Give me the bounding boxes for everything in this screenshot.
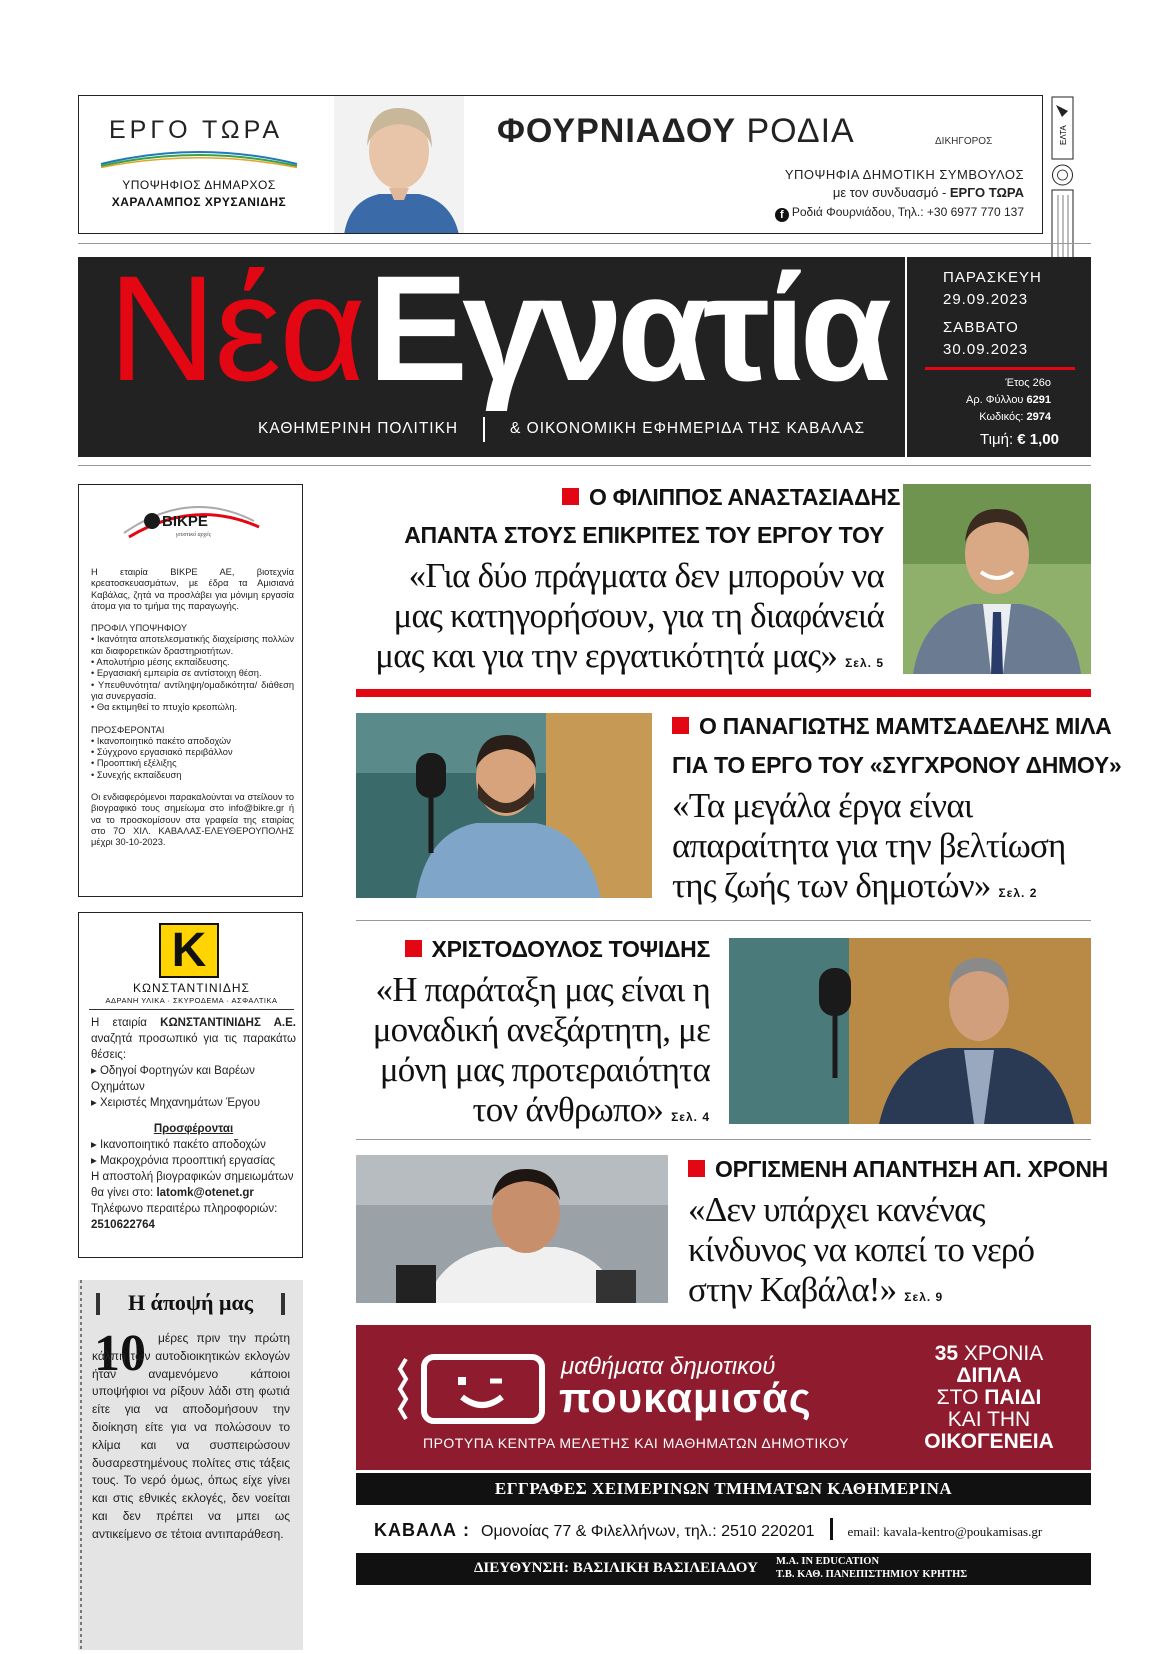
article4-photo: [356, 1155, 668, 1303]
article3-quote: [373, 970, 710, 1137]
quote-line: μόνη μας προτεραιότητα: [379, 1050, 710, 1089]
vikre-job-ad: [78, 484, 303, 897]
masthead-subtitle-left: ΚΑΘΗΜΕΡΙΝΗ ΠΟΛΙΤΙΚΗ: [258, 420, 459, 437]
mayor-role: ΥΠΟΨΗΦΙΟΣ ΔΗΜΑΡΧΟΣ: [122, 178, 276, 192]
contact-text: Ροδιά Φουρνιάδου, Τηλ.: +30 6977 770 137: [791, 205, 1024, 219]
quote-line: «Για δύο πράγματα δεν μπορούν να: [408, 556, 884, 595]
issue-price: [980, 431, 1059, 448]
party-name: ΕΡΓΟ ΤΩΡΑ: [109, 116, 284, 144]
red-square-icon: [405, 940, 422, 957]
kicker-text: Ο ΠΑΝΑΓΙΩΤΗΣ ΜΑΜΤΣΑΔΕΛΗΣ ΜΙΛΑ: [699, 713, 1112, 739]
opinion-column: [78, 1280, 303, 1650]
divider: [830, 1518, 833, 1540]
quote-line: απαραίτητα για την βελτίωση: [672, 826, 1066, 865]
poukamisas-brand-top: μαθήματα δημοτικού: [561, 1353, 776, 1380]
issue-day1: ΠΑΡΑΣΚΕΥΗ: [943, 269, 1042, 286]
konstantinidis-phone-text: Τηλέφωνο περαιτέρω πληροφοριών:: [91, 1203, 278, 1215]
list-item: • Θα εκτιμηθεί το πτυχίο κρεοπώλη.: [91, 702, 238, 713]
list-item: ▸ Χειριστές Μηχανημάτων Έργου: [91, 1097, 260, 1109]
slogan-years-word: ΧΡΟΝΙΑ: [963, 1342, 1044, 1365]
masthead-title-red: Νέα: [108, 244, 364, 412]
kicker-text: ΧΡΙΣΤΟΔΟΥΛΟΣ ΤΟΨΙΔΗΣ: [431, 936, 710, 962]
opinion-dashed-border: [78, 1280, 84, 1650]
poukamisas-city: ΚΑΒΑΛΑ :: [374, 1520, 470, 1540]
poukamisas-ad: [356, 1325, 1091, 1650]
list-item: • Υπευθυνότητα/ αντίληψη/ομαδικότητα/ διάθεση για συνεργασία.: [91, 679, 294, 701]
list-item: ▸ Μακροχρόνια προοπτική εργασίας: [91, 1155, 276, 1167]
party-line-name: ΕΡΓΟ ΤΩΡΑ: [949, 185, 1024, 200]
issue-number-label: Αρ. Φύλλου: [965, 394, 1027, 406]
issue-year: Έτος 26ο: [1005, 377, 1051, 389]
vikre-offer-list: [91, 736, 294, 781]
list-item: ▸ Ικανοποιητικό πακέτο αποδοχών: [91, 1139, 266, 1151]
poukamisas-brand-sub: ΠΡΟΤΥΠΑ ΚΕΝΤΡΑ ΜΕΛΕΤΗΣ ΚΑΙ ΜΑΘΗΜΑΤΩΝ ΔΗΜΟΤΙΚΟΥ: [422, 1435, 850, 1451]
vikre-intro: Η εταιρία ΒΙΚΡΕ ΑΕ, βιοτεχνία κρεατοσκευασμάτων, με έδρα τα Αμισιανά Καβάλας, ζητά να προσλάβει για μόνιμη εργασία άτομα για το τμήμα της παραγωγής.: [91, 567, 294, 611]
issue-number-value: 6291: [1026, 394, 1051, 406]
red-square-icon: [688, 1160, 705, 1177]
kicker-text: Ο ΦΙΛΙΠΠΟΣ ΑΝΑΣΤΑΣΙΑΔΗΣ: [589, 484, 901, 510]
subtitle-tick: [483, 417, 485, 442]
konstantinidis-logo: K: [159, 923, 219, 978]
issue-number: [966, 394, 1051, 406]
article2-kicker2: ΓΙΑ ΤΟ ΕΡΓΟ ΤΟΥ «ΣΥΓΧΡΟΝΟΥ ΔΗΜΟΥ»: [672, 752, 1122, 778]
quote-line: [373, 1090, 710, 1137]
facebook-icon: f: [775, 208, 789, 222]
list-item: • Προοπτική εξέλιξης: [91, 758, 177, 769]
list-item: ▸ Οδηγοί Φορτηγών και Βαρέων Οχημάτων: [91, 1065, 255, 1093]
quote-line: κίνδυνος να κοπεί το νερό: [688, 1230, 1035, 1269]
issue-date2: 30.09.2023: [943, 341, 1029, 358]
campaign-ad-banner: [78, 95, 1043, 234]
article2-quote: [672, 786, 1066, 913]
article3-page-ref: Σελ. 4: [671, 1110, 710, 1124]
candidate-name: [497, 112, 855, 151]
article2-kicker1: [672, 713, 1111, 740]
vikre-logo-text: ΒΙΚΡΕ: [162, 513, 208, 530]
quote-line: [672, 866, 1066, 913]
article2-photo: [356, 713, 652, 898]
konstantinidis-offer-title: Προσφέρονται: [153, 1123, 234, 1135]
konstantinidis-email: latomk@otenet.gr: [156, 1187, 254, 1199]
issue-code-label: Κωδικός:: [979, 411, 1027, 423]
list-item: • Εργασιακή εμπειρία σε αντίστοιχη θέση.: [91, 668, 262, 679]
issue-price-value: € 1,00: [1017, 431, 1059, 448]
poukamisas-logo-icon: [386, 1353, 546, 1425]
konstantinidis-ad-text: [91, 1015, 296, 1233]
poukamisas-director: ΔΙΕΥΘΥΝΣΗ: ΒΑΣΙΛΙΚΗ ΒΑΣΙΛΕΙΑΔΟΥ: [474, 1560, 758, 1576]
slogan-line: ΟΙΚΟΓΕΝΕΙΑ: [924, 1430, 1054, 1453]
candidate-photo: [334, 96, 464, 234]
divider: [89, 1009, 294, 1010]
article1-kicker2: ΑΠΑΝΤΑ ΣΤΟΥΣ ΕΠΙΚΡΙΤΕΣ ΤΟΥ ΕΡΓΟΥ ΤΟΥ: [404, 522, 884, 548]
opinion-title: Η άποψή μας: [127, 1290, 254, 1315]
list-item: • Ικανότητα αποτελεσματικής διαχείρισης πολλών και διαφορετικών δραστηριοτήτων.: [91, 634, 294, 656]
article1-page-ref: Σελ. 5: [845, 656, 884, 670]
vikre-profile-list: [91, 634, 294, 713]
poukamisas-director-bar: [356, 1553, 1091, 1585]
poukamisas-brand-main: πουκαμισάς: [559, 1374, 812, 1421]
poukamisas-address: Ομονοίας 77 & Φιλελλήνων, τηλ.: 2510 220201: [481, 1523, 815, 1540]
opinion-body: μέρες πριν την πρώτη κάλπη των αυτοδιοικητικών εκλογών ήταν αναμενόμενο κάποιοι υποψήφιοι να ρίξουν λάδι στη φωτιά είτε για να αποδομήσουν την διοίκηση είτε για να πολώσουν το κλίμα και να συσπειρώσουν δυσαρεστημένους πολίτες στις τάξεις τους. Το νερό όμως, όπως είχε γίνει και στις εθνικές εκλογές, δεν νοείται και δεν πρέπει να μπει ως αντικείμενο σε τέτοια αντιπαράθεση.: [92, 1331, 290, 1541]
konstantinidis-tagline: ΑΔΡΑΝΗ ΥΛΙΚΑ · ΣΚΥΡΟΔΕΜΑ · ΑΣΦΑΛΤΙΚΑ: [105, 996, 278, 1005]
candidacy-text: ΥΠΟΨΗΦΙΑ ΔΗΜΟΤΙΚΗ ΣΥΜΒΟΥΛΟΣ: [784, 167, 1024, 182]
article-separator: [356, 920, 1091, 921]
credential-line: Τ.Β. ΚΑΘ. ΠΑΝΕΠΙΣΤΗΜΙΟΥ ΚΡΗΤΗΣ: [776, 1569, 968, 1580]
slogan-line: ΔΙΠΛΑ: [956, 1364, 1022, 1387]
konstantinidis-job-ad: [78, 912, 303, 1258]
intro-company: ΚΩΝΣΤΑΝΤΙΝΙΔΗΣ Α.Ε.: [160, 1017, 296, 1029]
vikre-offer-title: ΠΡΟΣΦΕΡΟΝΤΑΙ: [91, 724, 165, 735]
slogan-years-number: 35: [934, 1342, 959, 1365]
article-separator: [356, 1139, 1091, 1140]
credential-line: M.A. IN EDUCATION: [776, 1556, 880, 1567]
mayor-name: ΧΑΡΑΛΑΜΠΟΣ ΧΡΥΣΑΝΙΔΗΣ: [111, 195, 287, 209]
vikre-profile-title: ΠΡΟΦΙΛ ΥΠΟΨΗΦΙΟΥ: [91, 623, 188, 634]
contact-line: [775, 205, 1024, 222]
opinion-title-bar-right: [281, 1293, 285, 1315]
poukamisas-address-line: [356, 1510, 1091, 1550]
slogan-line: ΚΑΙ ΤΗΝ: [947, 1408, 1031, 1431]
quote-line: «Η παράταξη μας είναι η: [375, 970, 710, 1009]
intro-text: αναζητά προσωπικό για τις παρακάτω θέσεις:: [91, 1033, 296, 1061]
article3-photo: [729, 938, 1091, 1124]
poukamisas-slogan: [904, 1343, 1074, 1453]
article1-kicker1: [562, 484, 900, 511]
party-line: [833, 185, 1024, 200]
opinion-drop-number: 10: [94, 1325, 146, 1382]
slogan-years: [904, 1343, 1074, 1365]
list-item: • Απολυτήριο μέσης εκπαίδευσης.: [91, 657, 230, 668]
quote-line: μοναδική ανεξάρτητη, με: [372, 1010, 710, 1049]
quote-line: [375, 636, 884, 683]
party-line-prefix: με τον συνδυασμό -: [832, 185, 950, 200]
article4-quote: [688, 1190, 1034, 1317]
slogan-line: [904, 1387, 1074, 1409]
quote-line: «Τα μεγάλα έργα είναι: [672, 786, 973, 825]
slogan-text-bold: ΠΑΙΔΙ: [984, 1386, 1042, 1409]
poukamisas-credentials: [776, 1555, 967, 1581]
masthead-divider: [905, 257, 907, 457]
list-item: • Συνεχής εκπαίδευση: [91, 769, 182, 780]
article2-page-ref: Σελ. 2: [998, 886, 1038, 900]
slogan-text: ΣΤΟ: [936, 1386, 985, 1409]
issue-red-rule: [925, 367, 1075, 370]
quote-line: μας κατηγορήσουν, για τη διαφάνειά: [393, 596, 884, 635]
candidate-profession: ΔΙΚΗΓΟΡΟΣ: [935, 136, 993, 147]
quote-text: τον άνθρωπο»: [472, 1090, 664, 1129]
masthead: [78, 244, 1091, 457]
issue-date1: 29.09.2023: [943, 291, 1029, 308]
poukamisas-enrollment: ΕΓΓΡΑΦΕΣ ΧΕΙΜΕΡΙΝΩΝ ΤΜΗΜΑΤΩΝ ΚΑΘΗΜΕΡΙΝΑ: [356, 1473, 1091, 1505]
article-separator-red: [356, 689, 1091, 697]
issue-price-label: Τιμή:: [980, 431, 1018, 448]
vikre-logo-tagline: γευστικό αρχές: [176, 532, 212, 538]
article1-quote: [375, 556, 884, 683]
kicker-text: ΟΡΓΙΣΜΕΝΗ ΑΠΑΝΤΗΣΗ ΑΠ. ΧΡΟΝΗ: [715, 1156, 1108, 1182]
konstantinidis-name: ΚΩΝΣΤΑΝΤΙΝΙΔΗΣ: [133, 981, 250, 995]
postal-label: ΕΛΤΑ: [1059, 125, 1068, 145]
quote-line: «Δεν υπάρχει κανένας: [688, 1190, 985, 1229]
issue-code: [979, 411, 1051, 423]
poukamisas-email: email: kavala-kentro@poukamisas.gr: [847, 1524, 1043, 1539]
quote-text: μας και για την εργατικότητά μας»: [375, 636, 838, 675]
vikre-ad-text: [91, 567, 294, 860]
konstantinidis-send: [91, 1169, 296, 1201]
masthead-rule: [78, 465, 1091, 466]
list-item: • Σύγχρονο εργασιακό περιβάλλον: [91, 747, 233, 758]
quote-text: στην Καβάλα!»: [688, 1270, 897, 1309]
poukamisas-banner: [356, 1325, 1091, 1470]
list-item: • Ικανοποιητικό πακέτο αποδοχών: [91, 735, 231, 746]
article4-kicker1: [688, 1156, 1108, 1183]
article4-page-ref: Σελ. 9: [904, 1290, 944, 1304]
party-arc-logo: [99, 146, 299, 168]
red-square-icon: [672, 717, 689, 734]
candidate-surname: ΦΟΥΡΝΙΑΔΟΥ: [497, 112, 737, 150]
vikre-closing: Οι ενδιαφερόμενοι παρακαλούνται να στείλουν το βιογραφικό τους σημείωμα στο info@bikre.gr ή να το προσκομίσουν στα γραφεία της εταιρίας στο 7Ο ΧΙΛ. ΚΑΒΑΛΑΣ-ΕΛΕΥΘΕΡΟΥΠΟΛΗΣ μέχρι 30-10-2023.: [91, 792, 294, 848]
quote-line: [688, 1270, 1034, 1317]
candidate-firstname: ΡΟΔΙΑ: [746, 112, 855, 150]
quote-text: της ζωής των δημοτών»: [672, 866, 991, 905]
issue-code-value: 2974: [1026, 411, 1051, 423]
issue-day2: ΣΑΒΒΑΤΟ: [943, 319, 1019, 336]
article3-kicker1: [405, 936, 710, 963]
red-square-icon: [562, 488, 579, 505]
send-text: Η αποστολή βιογραφικών σημειωμάτων θα γίνει στο:: [91, 1171, 294, 1199]
masthead-subtitle-right: & ΟΙΚΟΝΟΜΙΚΗ ΕΦΗΜΕΡΙΔΑ ΤΗΣ ΚΑΒΑΛΑΣ: [510, 420, 866, 437]
issue-info: [913, 257, 1091, 457]
intro-text: Η εταιρία: [91, 1017, 161, 1029]
vikre-logo: [114, 493, 264, 543]
konstantinidis-phone: 2510622764: [91, 1219, 155, 1231]
masthead-title-white: Εγνατία: [368, 244, 886, 412]
article1-photo: [903, 484, 1091, 674]
konstantinidis-intro: [91, 1015, 296, 1063]
